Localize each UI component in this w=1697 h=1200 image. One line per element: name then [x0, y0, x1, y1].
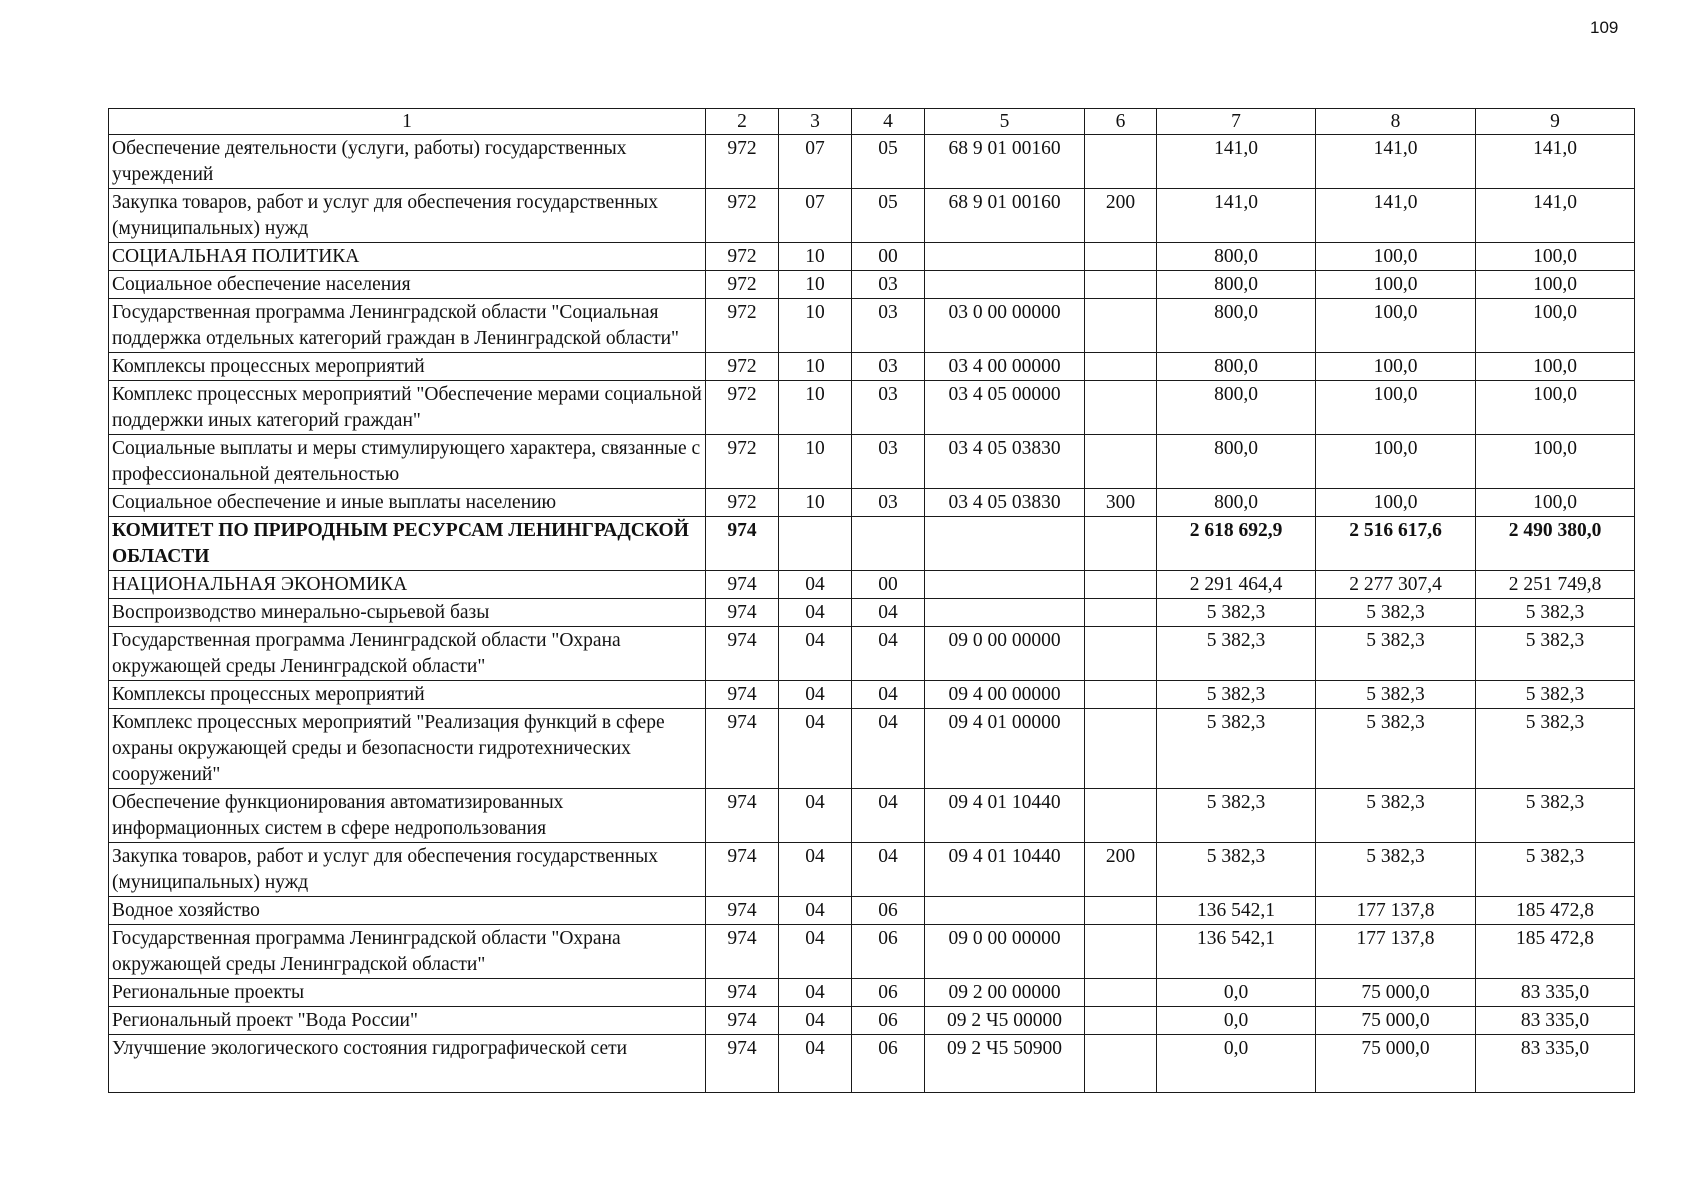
- row-amount-cell: 5 382,3: [1157, 789, 1316, 843]
- row-amount-cell: 100,0: [1476, 381, 1635, 435]
- row-amount-cell: 800,0: [1157, 243, 1316, 271]
- row-code-cell: 974: [706, 1007, 779, 1035]
- row-name-cell: Обеспечение функционирования автоматизированных информационных систем в сфере недропользования: [109, 789, 706, 843]
- row-expense-type-cell: [1085, 271, 1157, 299]
- table-row: [109, 299, 1635, 353]
- row-section-cell: 10: [779, 299, 852, 353]
- budget-table: [108, 108, 1635, 1093]
- row-subsection-cell: [852, 517, 925, 571]
- row-amount-cell: 100,0: [1316, 435, 1476, 489]
- row-amount-cell: 141,0: [1157, 135, 1316, 189]
- row-amount-cell: 5 382,3: [1157, 709, 1316, 789]
- row-name-cell: КОМИТЕТ ПО ПРИРОДНЫМ РЕСУРСАМ ЛЕНИНГРАДСКОЙ ОБЛАСТИ: [109, 517, 706, 571]
- row-section-cell: 10: [779, 243, 852, 271]
- table-row: [109, 271, 1635, 299]
- row-section-cell: 04: [779, 681, 852, 709]
- row-subsection-cell: 06: [852, 925, 925, 979]
- table-row: [109, 599, 1635, 627]
- row-code-cell: 974: [706, 681, 779, 709]
- table-row: [109, 135, 1635, 189]
- row-expense-type-cell: [1085, 627, 1157, 681]
- row-target-article-cell: 68 9 01 00160: [925, 189, 1085, 243]
- column-header: 8: [1316, 109, 1476, 135]
- row-amount-cell: 100,0: [1476, 435, 1635, 489]
- row-expense-type-cell: [1085, 135, 1157, 189]
- row-subsection-cell: 06: [852, 1035, 925, 1093]
- row-target-article-cell: 03 4 05 00000: [925, 381, 1085, 435]
- row-subsection-cell: 00: [852, 571, 925, 599]
- row-code-cell: 972: [706, 435, 779, 489]
- row-section-cell: 04: [779, 897, 852, 925]
- table-row: [109, 979, 1635, 1007]
- row-amount-cell: 800,0: [1157, 271, 1316, 299]
- table-row: [109, 681, 1635, 709]
- row-amount-cell: 2 277 307,4: [1316, 571, 1476, 599]
- table-row: [109, 353, 1635, 381]
- row-target-article-cell: [925, 271, 1085, 299]
- row-amount-cell: 100,0: [1476, 489, 1635, 517]
- row-amount-cell: 2 516 617,6: [1316, 517, 1476, 571]
- row-amount-cell: 5 382,3: [1316, 709, 1476, 789]
- row-section-cell: 07: [779, 135, 852, 189]
- row-amount-cell: 5 382,3: [1316, 681, 1476, 709]
- row-amount-cell: 5 382,3: [1157, 627, 1316, 681]
- row-expense-type-cell: [1085, 1007, 1157, 1035]
- row-amount-cell: 2 490 380,0: [1476, 517, 1635, 571]
- row-name-cell: Комплексы процессных мероприятий: [109, 353, 706, 381]
- row-name-cell: Региональные проекты: [109, 979, 706, 1007]
- table-row: [109, 925, 1635, 979]
- table-row: [109, 189, 1635, 243]
- table-row: [109, 571, 1635, 599]
- row-target-article-cell: 03 4 05 03830: [925, 489, 1085, 517]
- row-amount-cell: 800,0: [1157, 299, 1316, 353]
- row-code-cell: 972: [706, 189, 779, 243]
- row-subsection-cell: 03: [852, 299, 925, 353]
- row-target-article-cell: [925, 599, 1085, 627]
- table-row: [109, 489, 1635, 517]
- table-row: [109, 381, 1635, 435]
- row-subsection-cell: 05: [852, 135, 925, 189]
- table-row: [109, 789, 1635, 843]
- row-name-cell: Закупка товаров, работ и услуг для обеспечения государственных (муниципальных) нужд: [109, 189, 706, 243]
- row-name-cell: Водное хозяйство: [109, 897, 706, 925]
- row-code-cell: 972: [706, 135, 779, 189]
- row-section-cell: 04: [779, 709, 852, 789]
- row-code-cell: 974: [706, 571, 779, 599]
- row-amount-cell: 5 382,3: [1476, 789, 1635, 843]
- row-section-cell: 04: [779, 1007, 852, 1035]
- table-row: [109, 627, 1635, 681]
- row-expense-type-cell: [1085, 599, 1157, 627]
- row-target-article-cell: 09 2 Ч5 00000: [925, 1007, 1085, 1035]
- row-section-cell: 04: [779, 843, 852, 897]
- row-amount-cell: 100,0: [1476, 271, 1635, 299]
- row-section-cell: [779, 517, 852, 571]
- row-name-cell: Комплексы процессных мероприятий: [109, 681, 706, 709]
- row-expense-type-cell: [1085, 381, 1157, 435]
- row-expense-type-cell: [1085, 353, 1157, 381]
- row-name-cell: Социальное обеспечение и иные выплаты населению: [109, 489, 706, 517]
- row-amount-cell: 100,0: [1316, 353, 1476, 381]
- row-name-cell: Государственная программа Ленинградской области "Охрана окружающей среды Ленинградской области": [109, 925, 706, 979]
- row-amount-cell: 185 472,8: [1476, 897, 1635, 925]
- row-target-article-cell: 03 4 00 00000: [925, 353, 1085, 381]
- row-amount-cell: 141,0: [1316, 189, 1476, 243]
- row-target-article-cell: 09 4 01 00000: [925, 709, 1085, 789]
- row-subsection-cell: 04: [852, 627, 925, 681]
- row-expense-type-cell: [1085, 299, 1157, 353]
- header-row: [109, 109, 1635, 135]
- table-body: [109, 135, 1635, 1093]
- row-target-article-cell: 09 0 00 00000: [925, 925, 1085, 979]
- column-header: 7: [1157, 109, 1316, 135]
- row-code-cell: 974: [706, 925, 779, 979]
- row-amount-cell: 0,0: [1157, 1035, 1316, 1093]
- row-section-cell: 10: [779, 489, 852, 517]
- row-name-cell: Воспроизводство минерально-сырьевой базы: [109, 599, 706, 627]
- row-amount-cell: 0,0: [1157, 1007, 1316, 1035]
- row-expense-type-cell: [1085, 681, 1157, 709]
- table-row: [109, 1035, 1635, 1093]
- row-amount-cell: 177 137,8: [1316, 925, 1476, 979]
- row-amount-cell: 5 382,3: [1316, 599, 1476, 627]
- row-amount-cell: 100,0: [1316, 299, 1476, 353]
- row-expense-type-cell: [1085, 789, 1157, 843]
- row-amount-cell: 5 382,3: [1476, 627, 1635, 681]
- row-amount-cell: 800,0: [1157, 435, 1316, 489]
- row-code-cell: 974: [706, 627, 779, 681]
- row-amount-cell: 185 472,8: [1476, 925, 1635, 979]
- row-name-cell: Государственная программа Ленинградской области "Охрана окружающей среды Ленинградской области": [109, 627, 706, 681]
- row-section-cell: 04: [779, 789, 852, 843]
- row-code-cell: 972: [706, 271, 779, 299]
- row-name-cell: Комплекс процессных мероприятий "Обеспечение мерами социальной поддержки иных категорий граждан": [109, 381, 706, 435]
- row-amount-cell: 141,0: [1316, 135, 1476, 189]
- row-name-cell: Улучшение экологического состояния гидрографической сети: [109, 1035, 706, 1093]
- row-code-cell: 974: [706, 789, 779, 843]
- row-amount-cell: 100,0: [1316, 489, 1476, 517]
- row-code-cell: 972: [706, 489, 779, 517]
- row-subsection-cell: 03: [852, 381, 925, 435]
- row-code-cell: 974: [706, 709, 779, 789]
- row-amount-cell: 5 382,3: [1476, 681, 1635, 709]
- row-amount-cell: 5 382,3: [1476, 599, 1635, 627]
- row-expense-type-cell: [1085, 979, 1157, 1007]
- row-target-article-cell: 68 9 01 00160: [925, 135, 1085, 189]
- row-amount-cell: 75 000,0: [1316, 1035, 1476, 1093]
- row-amount-cell: 177 137,8: [1316, 897, 1476, 925]
- row-code-cell: 974: [706, 517, 779, 571]
- row-section-cell: 04: [779, 571, 852, 599]
- row-code-cell: 972: [706, 243, 779, 271]
- row-expense-type-cell: 300: [1085, 489, 1157, 517]
- row-amount-cell: 5 382,3: [1476, 709, 1635, 789]
- row-amount-cell: 2 618 692,9: [1157, 517, 1316, 571]
- row-target-article-cell: 09 4 01 10440: [925, 843, 1085, 897]
- row-amount-cell: 141,0: [1476, 135, 1635, 189]
- row-amount-cell: 100,0: [1316, 381, 1476, 435]
- row-section-cell: 10: [779, 435, 852, 489]
- row-subsection-cell: 06: [852, 979, 925, 1007]
- table-row: [109, 517, 1635, 571]
- row-section-cell: 04: [779, 1035, 852, 1093]
- row-subsection-cell: 06: [852, 897, 925, 925]
- row-subsection-cell: 04: [852, 789, 925, 843]
- row-amount-cell: 83 335,0: [1476, 1007, 1635, 1035]
- row-section-cell: 10: [779, 271, 852, 299]
- row-code-cell: 972: [706, 299, 779, 353]
- row-expense-type-cell: [1085, 1035, 1157, 1093]
- column-header: 3: [779, 109, 852, 135]
- row-expense-type-cell: [1085, 925, 1157, 979]
- row-subsection-cell: 03: [852, 489, 925, 517]
- row-subsection-cell: 03: [852, 271, 925, 299]
- row-code-cell: 972: [706, 381, 779, 435]
- row-subsection-cell: 04: [852, 843, 925, 897]
- row-amount-cell: 0,0: [1157, 979, 1316, 1007]
- row-target-article-cell: 09 0 00 00000: [925, 627, 1085, 681]
- table-row: [109, 897, 1635, 925]
- row-section-cell: 10: [779, 381, 852, 435]
- row-code-cell: 974: [706, 897, 779, 925]
- row-name-cell: НАЦИОНАЛЬНАЯ ЭКОНОМИКА: [109, 571, 706, 599]
- row-amount-cell: 5 382,3: [1157, 681, 1316, 709]
- row-section-cell: 07: [779, 189, 852, 243]
- column-header: 5: [925, 109, 1085, 135]
- row-section-cell: 04: [779, 599, 852, 627]
- row-expense-type-cell: [1085, 571, 1157, 599]
- row-amount-cell: 75 000,0: [1316, 1007, 1476, 1035]
- row-amount-cell: 2 251 749,8: [1476, 571, 1635, 599]
- row-target-article-cell: 09 4 00 00000: [925, 681, 1085, 709]
- row-expense-type-cell: 200: [1085, 189, 1157, 243]
- row-amount-cell: 800,0: [1157, 489, 1316, 517]
- row-subsection-cell: 03: [852, 435, 925, 489]
- table-row: [109, 1007, 1635, 1035]
- row-code-cell: 974: [706, 979, 779, 1007]
- column-header: 4: [852, 109, 925, 135]
- table-row: [109, 843, 1635, 897]
- row-subsection-cell: 03: [852, 353, 925, 381]
- row-target-article-cell: 09 2 Ч5 50900: [925, 1035, 1085, 1093]
- row-amount-cell: 100,0: [1476, 299, 1635, 353]
- column-header: 2: [706, 109, 779, 135]
- row-subsection-cell: 04: [852, 599, 925, 627]
- row-amount-cell: 100,0: [1476, 243, 1635, 271]
- row-code-cell: 974: [706, 599, 779, 627]
- row-name-cell: Закупка товаров, работ и услуг для обеспечения государственных (муниципальных) нужд: [109, 843, 706, 897]
- row-target-article-cell: [925, 517, 1085, 571]
- row-subsection-cell: 06: [852, 1007, 925, 1035]
- row-subsection-cell: 05: [852, 189, 925, 243]
- table-row: [109, 435, 1635, 489]
- row-expense-type-cell: [1085, 897, 1157, 925]
- row-target-article-cell: 09 4 01 10440: [925, 789, 1085, 843]
- row-amount-cell: 5 382,3: [1316, 789, 1476, 843]
- row-amount-cell: 800,0: [1157, 381, 1316, 435]
- row-subsection-cell: 04: [852, 681, 925, 709]
- row-section-cell: 04: [779, 925, 852, 979]
- table-row: [109, 709, 1635, 789]
- row-name-cell: Социальные выплаты и меры стимулирующего характера, связанные с профессиональной деятельностью: [109, 435, 706, 489]
- row-expense-type-cell: [1085, 517, 1157, 571]
- row-amount-cell: 141,0: [1157, 189, 1316, 243]
- row-expense-type-cell: [1085, 435, 1157, 489]
- row-amount-cell: 100,0: [1316, 243, 1476, 271]
- row-amount-cell: 83 335,0: [1476, 979, 1635, 1007]
- row-name-cell: Обеспечение деятельности (услуги, работы) государственных учреждений: [109, 135, 706, 189]
- row-expense-type-cell: 200: [1085, 843, 1157, 897]
- row-amount-cell: 5 382,3: [1316, 843, 1476, 897]
- row-section-cell: 04: [779, 627, 852, 681]
- column-header: 6: [1085, 109, 1157, 135]
- row-name-cell: Региональный проект "Вода России": [109, 1007, 706, 1035]
- row-name-cell: Комплекс процессных мероприятий "Реализация функций в сфере охраны окружающей среды и безопасности гидротехнических сооружений": [109, 709, 706, 789]
- row-expense-type-cell: [1085, 243, 1157, 271]
- table-row: [109, 243, 1635, 271]
- row-amount-cell: 83 335,0: [1476, 1035, 1635, 1093]
- row-target-article-cell: [925, 571, 1085, 599]
- row-section-cell: 10: [779, 353, 852, 381]
- row-target-article-cell: [925, 243, 1085, 271]
- row-code-cell: 974: [706, 1035, 779, 1093]
- row-name-cell: Социальное обеспечение населения: [109, 271, 706, 299]
- row-subsection-cell: 00: [852, 243, 925, 271]
- row-amount-cell: 136 542,1: [1157, 897, 1316, 925]
- row-section-cell: 04: [779, 979, 852, 1007]
- column-header: 9: [1476, 109, 1635, 135]
- row-subsection-cell: 04: [852, 709, 925, 789]
- row-target-article-cell: 03 0 00 00000: [925, 299, 1085, 353]
- row-amount-cell: 141,0: [1476, 189, 1635, 243]
- row-amount-cell: 800,0: [1157, 353, 1316, 381]
- row-code-cell: 974: [706, 843, 779, 897]
- column-header: 1: [109, 109, 706, 135]
- row-name-cell: СОЦИАЛЬНАЯ ПОЛИТИКА: [109, 243, 706, 271]
- row-target-article-cell: [925, 897, 1085, 925]
- row-amount-cell: 100,0: [1476, 353, 1635, 381]
- row-code-cell: 972: [706, 353, 779, 381]
- row-target-article-cell: 09 2 00 00000: [925, 979, 1085, 1007]
- row-amount-cell: 5 382,3: [1476, 843, 1635, 897]
- row-expense-type-cell: [1085, 709, 1157, 789]
- row-amount-cell: 5 382,3: [1316, 627, 1476, 681]
- row-amount-cell: 5 382,3: [1157, 843, 1316, 897]
- row-name-cell: Государственная программа Ленинградской области "Социальная поддержка отдельных категорий граждан в Ленинградской области": [109, 299, 706, 353]
- row-amount-cell: 2 291 464,4: [1157, 571, 1316, 599]
- row-amount-cell: 136 542,1: [1157, 925, 1316, 979]
- page-number: 109: [1590, 18, 1619, 37]
- row-amount-cell: 75 000,0: [1316, 979, 1476, 1007]
- row-amount-cell: 5 382,3: [1157, 599, 1316, 627]
- row-amount-cell: 100,0: [1316, 271, 1476, 299]
- row-target-article-cell: 03 4 05 03830: [925, 435, 1085, 489]
